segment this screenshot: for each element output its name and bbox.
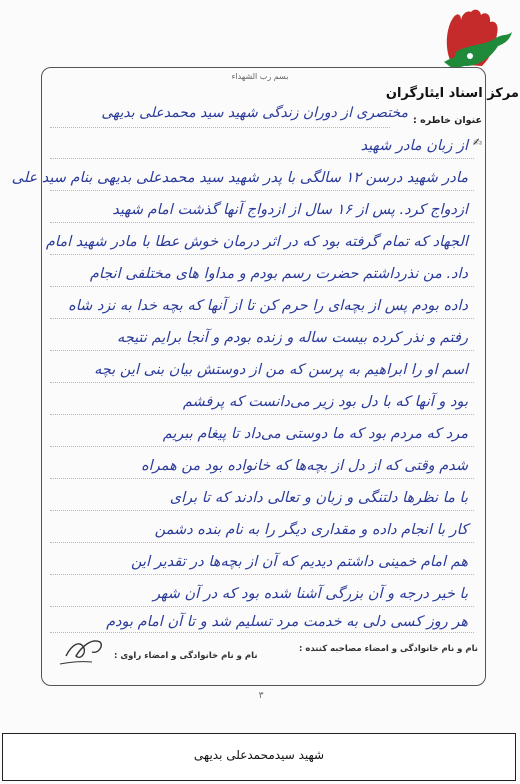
handwritten-line: شدم وقتی که از دل از بچه‌ها که خانواده بود من همراه <box>141 458 468 474</box>
ruled-line <box>50 190 474 191</box>
ruled-line <box>50 350 474 351</box>
ruled-line <box>50 254 474 255</box>
handwritten-line: با خیر درجه و آن بزرگی آشنا شده بود که در آن شهر <box>153 586 468 602</box>
caption-box <box>2 733 516 781</box>
handwritten-line: رفتم و نذر کرده بیست ساله و زنده بودم و آنجا برایم نتیجه <box>117 330 468 346</box>
page-number: ۳ <box>258 691 264 701</box>
handwritten-line: از زبان مادر شهید <box>360 138 468 154</box>
handwritten-line: با ما نظرها دلتنگی و زبان و تعالی دادند که تا برای <box>169 490 468 506</box>
logo-text: مرکز اسناد ایثارگران <box>385 86 519 101</box>
ruled-line <box>50 158 474 159</box>
title-dotted-line <box>50 127 390 128</box>
ruled-line <box>50 606 474 607</box>
ruled-line <box>50 286 474 287</box>
handwritten-line: مرد که مردم بود که ما دوستی می‌داد تا پیغام ببریم <box>162 426 468 442</box>
pen-icon: ✍ <box>472 136 482 149</box>
ruled-line <box>50 542 474 543</box>
handwritten-line: الجهاد که تمام گرفته بود که در اثر درمان خوش عطا با مادر شهید امام <box>45 234 468 250</box>
caption-text: شهید سیدمحمدعلی بدیهی <box>193 748 325 762</box>
ruled-line <box>50 222 474 223</box>
ruled-line <box>50 446 474 447</box>
handwritten-line: هم امام خمینی داشتم دیدیم که آن از بچه‌ها در تقدیر این <box>130 554 468 570</box>
handwritten-line: مادر شهید درسن ۱۲ سالگی با پدر شهید سید محمدعلی بدیهی بنام سید علی <box>11 170 468 186</box>
signature-scribble <box>60 628 110 668</box>
title-value: مختصری از دوران زندگی شهید سید محمدعلی بدیهی <box>101 105 408 121</box>
ruled-line <box>50 382 474 383</box>
ruled-line <box>50 318 474 319</box>
handwritten-line: ازدواج کرد. پس از ۱۶ سال از ازدواج آنها گذشت امام شهید <box>112 202 468 218</box>
narrator-signature-label: نام و نام خانوادگی و امضاء راوی : <box>114 651 258 661</box>
interviewer-signature-label: نام و نام خانوادگی و امضاء مصاحبه کننده : <box>298 644 478 654</box>
ruled-line <box>50 510 474 511</box>
handwritten-line: اسم او را ابراهیم به پرسن که من از دوستش بیان بنی این بچه <box>94 362 468 378</box>
ruled-line <box>50 632 474 633</box>
handwritten-line: داد. من نذرداشتم حضرت رسم بودم و مداوا های مختلفی انجام <box>89 266 468 282</box>
basmala: بسم رب الشهداء <box>231 72 289 81</box>
ruled-line <box>50 414 474 415</box>
handwritten-line: کار با انجام داده و مقداری دیگر را به نام بنده دشمن <box>154 522 468 538</box>
ruled-line <box>50 574 474 575</box>
handwritten-line: بود و آنها که با دل بود زیر می‌دانست که پرفشم <box>182 394 468 410</box>
handwritten-line: داده بودم پس از بچه‌ای را حرم کن تا از آنها که بچه خدا به نزد شاه <box>68 298 468 314</box>
ruled-line <box>50 478 474 479</box>
handwritten-line: هر روز کسی دلی به خدمت مرد تسلیم شد و تا آن امام بودم <box>106 614 468 630</box>
title-label: عنوان خاطره : <box>413 115 482 126</box>
